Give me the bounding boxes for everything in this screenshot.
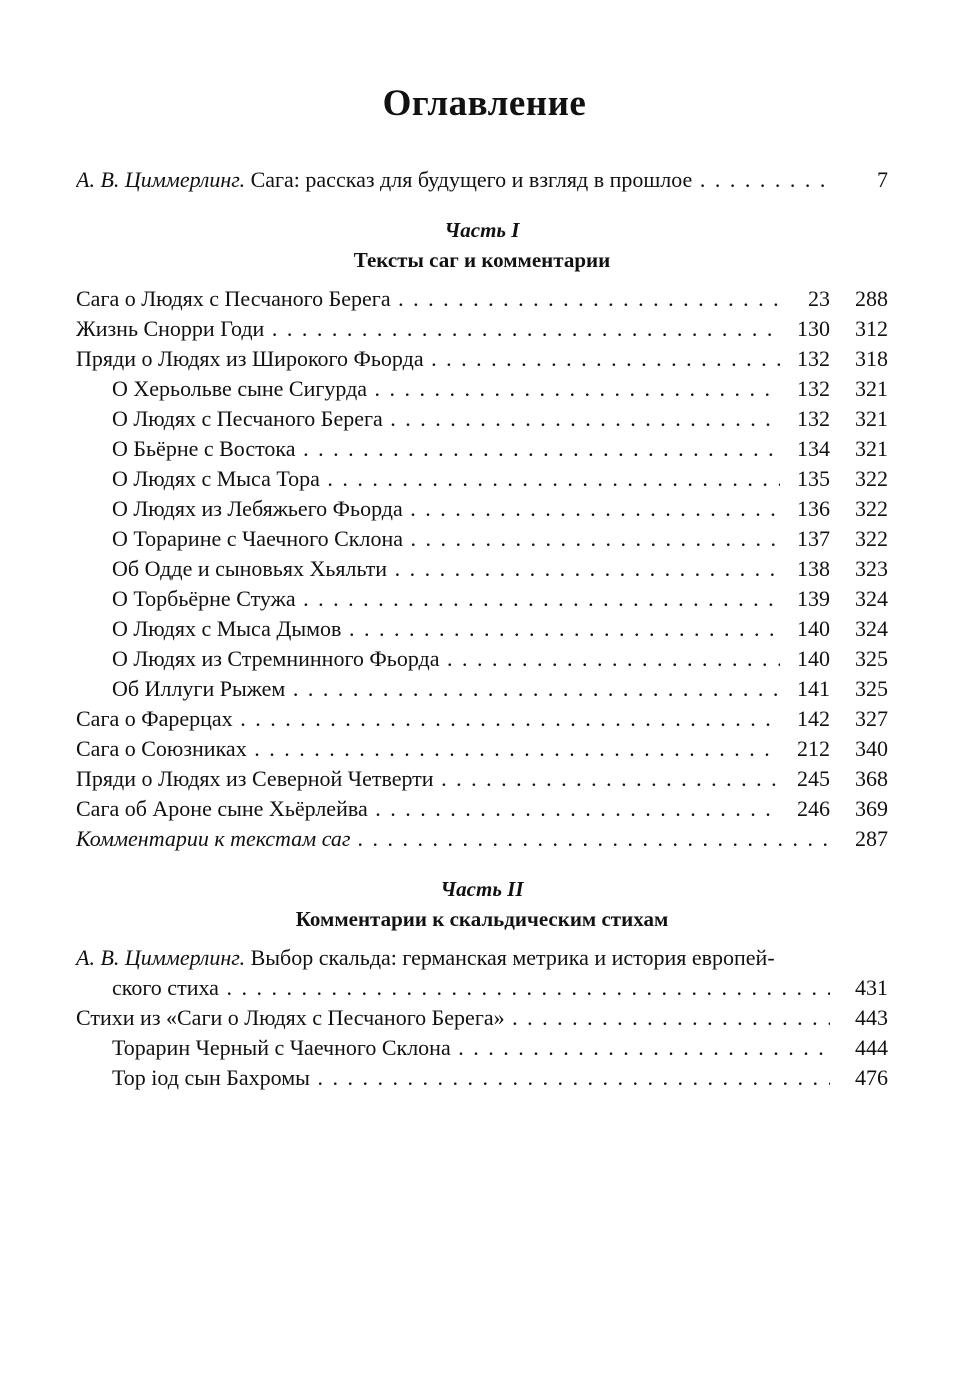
text-page-number: 136: [797, 496, 830, 521]
commentary-page-number: 322: [855, 496, 888, 521]
commentary-page-number: 327: [855, 706, 888, 731]
toc-entry[interactable]: [76, 524, 888, 554]
commentary-page-number: 312: [855, 316, 888, 341]
toc-entry[interactable]: [76, 704, 888, 734]
toc-entry[interactable]: [76, 1063, 888, 1093]
text-page-number: 140: [797, 616, 830, 641]
text-page-number: 139: [797, 586, 830, 611]
commentary-page-number: 325: [855, 646, 888, 671]
essay-title: Сага: рассказ для будущего и взгляд в прошлое: [245, 167, 693, 192]
commentary-page-number: 288: [855, 286, 888, 311]
text-page-number: 130: [797, 316, 830, 341]
text-page-number: 140: [797, 646, 830, 671]
text-page-number: 132: [797, 376, 830, 401]
toc-entry[interactable]: [76, 464, 888, 494]
author-name: А. В. Циммерлинг.: [76, 167, 246, 192]
toc-entry[interactable]: [76, 644, 888, 674]
table-of-contents: [76, 165, 888, 1093]
text-page-number: 212: [797, 736, 830, 761]
toc-entry[interactable]: [76, 554, 888, 584]
toc-entry[interactable]: [76, 764, 888, 794]
text-page-number: 246: [797, 796, 830, 821]
toc-entry[interactable]: [76, 344, 888, 374]
part1-entries: [76, 284, 888, 824]
page-number: 287: [855, 826, 888, 851]
toc-entry-label: Комментарии к текстам саг . . .: [76, 824, 830, 854]
toc-entry-essay-line1[interactable]: [76, 943, 888, 973]
toc-entry[interactable]: [76, 1003, 888, 1033]
text-page-number: 132: [797, 406, 830, 431]
text-page-number: 142: [797, 706, 830, 731]
commentary-page-number: 318: [855, 346, 888, 371]
toc-entry-label: О Херьольве сыне Сигурда . . .: [112, 374, 780, 404]
text-page-number: 137: [797, 526, 830, 551]
essay-title-line1: Выбор скальда: германская метрика и история европей-: [245, 945, 775, 970]
toc-entry-label: О Людях из Стремнинного Фьорда . . .: [112, 644, 780, 674]
toc-entry-label: Сага о Фарерцах . . .: [76, 704, 780, 734]
commentary-page-number: 323: [855, 556, 888, 581]
toc-entry[interactable]: [76, 314, 888, 344]
page-number: 444: [855, 1035, 888, 1060]
page-number: 476: [855, 1065, 888, 1090]
toc-entry[interactable]: [76, 614, 888, 644]
text-page-number: 23: [808, 286, 830, 311]
toc-entry[interactable]: [76, 374, 888, 404]
toc-entry-label: Жизнь Снорри Годи . . .: [76, 314, 780, 344]
section-heading: Тексты саг и комментарии: [353, 248, 611, 272]
commentary-page-number: 325: [855, 676, 888, 701]
toc-entry-label: О Бьёрне с Востока . . .: [112, 434, 780, 464]
toc-entry[interactable]: [76, 674, 888, 704]
toc-entry-label: [76, 165, 830, 195]
toc-entry-label: О Торарине с Чаечного Склона . . .: [112, 524, 780, 554]
page-number: 7: [877, 167, 888, 192]
toc-entry[interactable]: [76, 794, 888, 824]
toc-entry[interactable]: [76, 734, 888, 764]
commentary-page-number: 340: [855, 736, 888, 761]
essay-title-line2: ского стиха . . .: [112, 973, 830, 1003]
commentary-page-number: 321: [855, 436, 888, 461]
text-page-number: 135: [797, 466, 830, 491]
toc-entry[interactable]: [76, 284, 888, 314]
toc-entry-label: Сага о Людях с Песчаного Берега . . .: [76, 284, 780, 314]
part-label: Часть II: [440, 877, 524, 901]
toc-entry[interactable]: [76, 494, 888, 524]
toc-entry[interactable]: [76, 404, 888, 434]
toc-entry-label: Торарин Черный с Чаечного Склона . . .: [112, 1033, 830, 1063]
page-number: 431: [855, 975, 888, 1000]
toc-entry-label: О Людях из Лебяжьего Фьорда . . .: [112, 494, 780, 524]
toc-entry[interactable]: [76, 584, 888, 614]
commentary-page-number: 369: [855, 796, 888, 821]
toc-entry[interactable]: [76, 434, 888, 464]
toc-entry-intro[interactable]: [76, 165, 888, 195]
commentary-page-number: 368: [855, 766, 888, 791]
toc-entry-label: Сага об Ароне сыне Хьёрлейва . . .: [76, 794, 780, 824]
toc-entry-label: Пряди о Людях из Широкого Фьорда . . .: [76, 344, 780, 374]
toc-entry-label: Пряди о Людях из Северной Четверти . . .: [76, 764, 780, 794]
toc-entry-label: Сага о Союзниках . . .: [76, 734, 780, 764]
commentary-page-number: 324: [855, 586, 888, 611]
page-title: Оглавление: [382, 83, 587, 124]
toc-entry-commentary[interactable]: [76, 824, 888, 854]
toc-entry-label: Об Иллуги Рыжем . . .: [112, 674, 780, 704]
toc-entry-essay-line2[interactable]: [76, 973, 888, 1003]
page-number: 443: [855, 1005, 888, 1030]
toc-entry-label: О Людях с Песчаного Берега . . .: [112, 404, 780, 434]
section-heading: Комментарии к скальдическим стихам: [295, 907, 669, 931]
toc-entry-label: О Людях с Мыса Тора . . .: [112, 464, 780, 494]
part-label: Часть I: [444, 218, 520, 242]
toc-entry-label: О Торбьёрне Стужа . . .: [112, 584, 780, 614]
commentary-page-number: 322: [855, 526, 888, 551]
commentary-page-number: 322: [855, 466, 888, 491]
text-page-number: 134: [797, 436, 830, 461]
toc-entry-label: Стихи из «Саги о Людях с Песчаного Берега» . . .: [76, 1003, 830, 1033]
part2-entries: [76, 1003, 888, 1093]
commentary-page-number: 321: [855, 406, 888, 431]
commentary-page-number: 324: [855, 616, 888, 641]
commentary-page-number: 321: [855, 376, 888, 401]
author-name: А. В. Циммерлинг.: [76, 945, 246, 970]
toc-entry-label: О Людях с Мыса Дымов . . .: [112, 614, 780, 644]
toc-entry[interactable]: [76, 1033, 888, 1063]
text-page-number: 138: [797, 556, 830, 581]
toc-entry-label: Тор iод сын Бахромы . . .: [112, 1063, 830, 1093]
text-page-number: 141: [797, 676, 830, 701]
text-page-number: 132: [797, 346, 830, 371]
toc-entry-label: Об Одде и сыновьях Хьяльти . . .: [112, 554, 780, 584]
text-page-number: 245: [797, 766, 830, 791]
